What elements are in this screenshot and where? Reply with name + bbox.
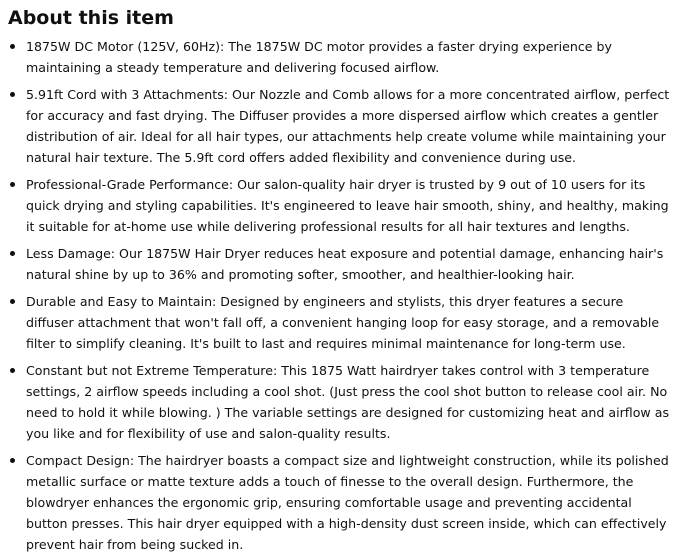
feature-bullet xyxy=(8,360,671,444)
feature-bullet-text: Compact Design: The hairdryer boasts a compact size and lightweight construction, while its polished metallic surface or matte texture adds a touch of finesse to the overall design. Furthermore, the blowdryer enhances the ergonomic grip, ensuring comfortable usage and preventing accidental button presses. This hair dryer equipped with a high-density dust screen inside, which can effectively prevent hair from being sucked in. xyxy=(26,453,669,552)
feature-bullet-text: 1875W DC Motor (125V, 60Hz): The 1875W DC motor provides a faster drying experience by maintaining a steady temperature and delivering focused airflow. xyxy=(26,39,612,75)
feature-bullet xyxy=(8,450,671,555)
feature-bullet xyxy=(8,174,671,237)
feature-bullet-text: 5.91ft Cord with 3 Attachments: Our Nozzle and Comb allows for a more concentrated airflow, perfect for accuracy and fast drying. The Diffuser provides a more dispersed airflow which creates a gentler distribution of air. Ideal for all hair types, our attachments help create volume while maintaining your natural hair texture. The 5.9ft cord offers added flexibility and convenience during use. xyxy=(26,87,670,165)
bullet-dot-icon xyxy=(10,182,15,187)
feature-bullet xyxy=(8,36,671,78)
bullet-dot-icon xyxy=(10,92,15,97)
feature-bullet-text: Professional-Grade Performance: Our salon-quality hair dryer is trusted by 9 out of 10 users for its quick drying and styling capabilities. It's engineered to leave hair smooth, shiny, and healthy, making it suitable for at-home use while delivering professional results for all hair textures and lengths. xyxy=(26,177,669,234)
feature-bullet xyxy=(8,84,671,168)
bullet-dot-icon xyxy=(10,251,15,256)
bullet-dot-icon xyxy=(10,44,15,49)
bullet-dot-icon xyxy=(10,299,15,304)
feature-bullet xyxy=(8,243,671,285)
bullet-dot-icon xyxy=(10,458,15,463)
section-heading: About this item xyxy=(8,7,174,29)
feature-bullet-text: Constant but not Extreme Temperature: This 1875 Watt hairdryer takes control with 3 temperature settings, 2 airflow speeds including a cool shot. (Just press the cool shot button to release cool air. No need to hold it while blowing. ) The variable settings are designed for customizing heat and airflow as you like and for flexibility of use and salon-quality results. xyxy=(26,363,670,441)
feature-bullet-text: Less Damage: Our 1875W Hair Dryer reduces heat exposure and potential damage, enhancing hair's natural shine by up to 36% and promoting softer, smoother, and healthier-looking hair. xyxy=(26,246,664,282)
bullet-dot-icon xyxy=(10,368,15,373)
feature-bullet-list xyxy=(8,36,671,555)
feature-bullet xyxy=(8,291,671,354)
feature-bullet-text: Durable and Easy to Maintain: Designed by engineers and stylists, this dryer features a secure diffuser attachment that won't fall off, a convenient hanging loop for easy storage, and a removable filter to simplify cleaning. It's built to last and requires minimal maintenance for long-term use. xyxy=(26,294,660,351)
